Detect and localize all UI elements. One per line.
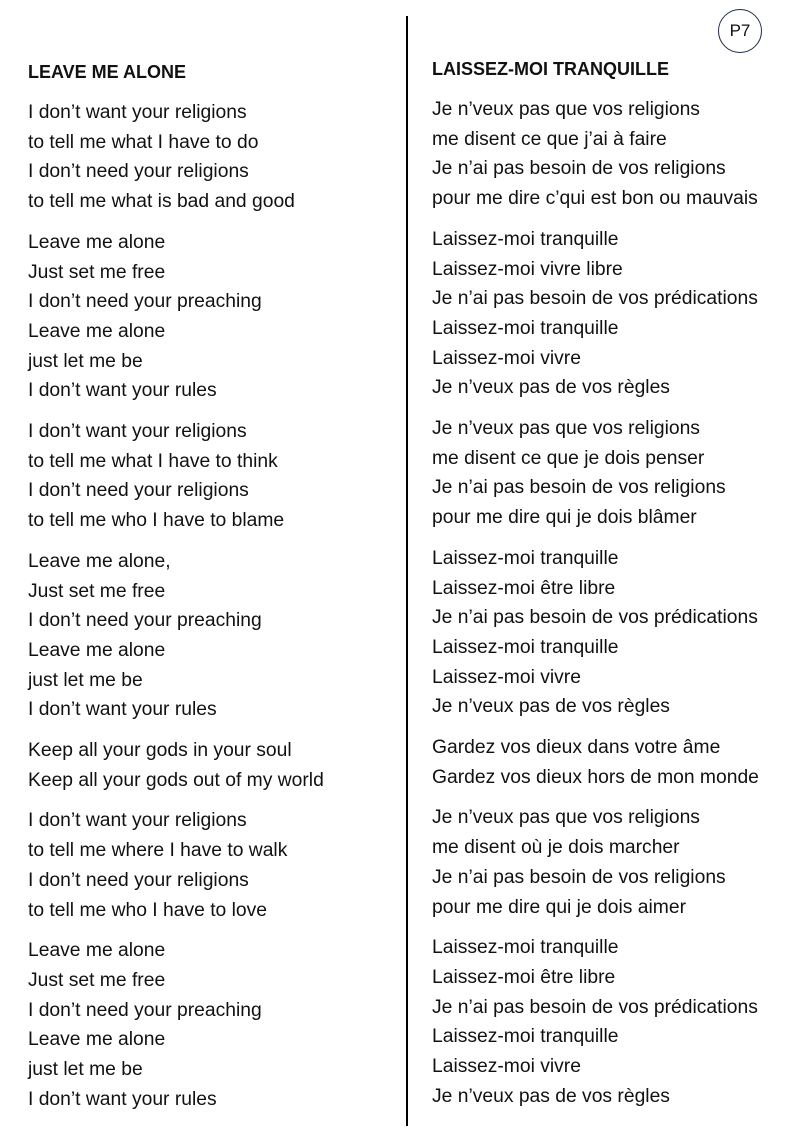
lyric-line: Laissez-moi tranquille <box>432 317 619 339</box>
lyric-line: me disent où je dois marcher <box>432 837 680 859</box>
lyric-line: Je n’veux pas que vos religions <box>432 99 700 120</box>
french-stanza <box>432 733 802 792</box>
lyric-line: I don’t need your religions <box>28 161 249 183</box>
lyric-line: I don’t need your preaching <box>28 610 262 632</box>
lyric-line: I don’t want your religions <box>28 102 247 123</box>
lyric-line: Leave me alone <box>28 639 166 661</box>
lyric-line: Laissez-moi tranquille <box>432 547 619 569</box>
lyric-line: to tell me what I have to think <box>28 450 278 472</box>
lyric-line: me disent ce que je dois penser <box>432 447 705 469</box>
french-stanza <box>432 225 802 403</box>
lyric-line: me disent ce que j’ai à faire <box>432 128 667 150</box>
lyric-line: Laissez-moi vivre <box>432 347 581 369</box>
english-stanza <box>28 936 400 1114</box>
lyric-line: Laissez-moi vivre libre <box>432 258 623 280</box>
english-stanza <box>28 806 400 925</box>
lyric-line: I don’t want your rules <box>28 1088 217 1110</box>
lyric-line: pour me dire c’qui est bon ou mauvais <box>432 188 758 210</box>
lyric-line: Laissez-moi tranquille <box>432 228 619 250</box>
lyric-line: I don’t want your religions <box>28 810 247 832</box>
lyric-line: Je n’veux pas de vos règles <box>432 696 670 718</box>
french-stanza <box>432 803 802 922</box>
english-stanzas <box>28 98 400 1115</box>
lyric-line: Laissez-moi tranquille <box>432 636 619 658</box>
lyric-line: I don’t need your religions <box>28 480 249 502</box>
lyric-line: Leave me alone, <box>28 550 171 572</box>
french-stanza <box>432 544 802 722</box>
lyric-line: Je n’veux pas que vos religions <box>432 418 700 440</box>
lyric-line: to tell me where I have to walk <box>28 840 288 862</box>
lyric-line: Laissez-moi tranquille <box>432 937 619 959</box>
english-column <box>28 60 400 1126</box>
english-stanza <box>28 98 400 217</box>
lyric-line: just let me be <box>28 350 143 372</box>
lyric-line: Je n’veux pas que vos religions <box>432 807 700 829</box>
lyric-line: Laissez-moi tranquille <box>432 1026 619 1048</box>
french-column <box>432 57 802 1123</box>
lyric-line: just let me be <box>28 1059 143 1081</box>
lyric-line: Je n’veux pas de vos règles <box>432 377 670 399</box>
lyric-line: just let me be <box>28 669 143 691</box>
page-number-badge: P7 <box>718 9 762 53</box>
lyric-line: I don’t want your rules <box>28 380 217 402</box>
lyric-line: Je n’ai pas besoin de vos prédications <box>432 288 758 310</box>
french-stanza <box>432 414 802 533</box>
lyric-line: Just set me free <box>28 261 166 283</box>
english-stanza <box>28 736 400 795</box>
english-stanza <box>28 228 400 406</box>
lyric-line: Gardez vos dieux hors de mon monde <box>432 766 759 788</box>
lyric-line: Leave me alone <box>28 320 166 342</box>
lyric-line: Just set me free <box>28 969 166 991</box>
french-stanza <box>432 95 802 214</box>
english-stanza <box>28 417 400 536</box>
column-divider <box>406 16 408 1126</box>
lyric-line: Laissez-moi être libre <box>432 577 616 599</box>
lyric-line: to tell me what I have to do <box>28 131 259 153</box>
lyric-line: I don’t need your preaching <box>28 999 262 1021</box>
french-stanzas <box>432 95 802 1112</box>
lyric-line: Keep all your gods out of my world <box>28 769 324 791</box>
lyric-line: to tell me who I have to blame <box>28 510 285 532</box>
lyric-line: Je n’ai pas besoin de vos religions <box>432 477 726 499</box>
lyric-line: I don’t need your preaching <box>28 291 262 313</box>
lyric-line: Laissez-moi être libre <box>432 966 616 988</box>
lyric-line: Je n’ai pas besoin de vos religions <box>432 158 726 180</box>
lyric-line: Leave me alone <box>28 940 166 962</box>
lyric-line: Gardez vos dieux dans votre âme <box>432 737 721 759</box>
english-stanza <box>28 547 400 725</box>
lyric-line: Leave me alone <box>28 231 166 253</box>
french-title: LAISSEZ-MOI TRANQUILLE <box>432 59 669 79</box>
lyric-line: Just set me free <box>28 580 166 602</box>
lyric-line: Keep all your gods in your soul <box>28 740 292 762</box>
lyric-line: Je n’ai pas besoin de vos prédications <box>432 607 758 629</box>
english-title: LEAVE ME ALONE <box>28 62 187 82</box>
lyric-line: to tell me who I have to love <box>28 899 268 921</box>
french-stanza <box>432 933 802 1111</box>
lyric-line: Laissez-moi vivre <box>432 1056 581 1078</box>
lyric-line: Je n’ai pas besoin de vos prédications <box>432 996 758 1018</box>
lyric-line: Je n’veux pas de vos règles <box>432 1085 670 1107</box>
lyric-line: Je n’ai pas besoin de vos religions <box>432 866 726 888</box>
lyric-line: to tell me what is bad and good <box>28 191 295 213</box>
lyric-line: Laissez-moi vivre <box>432 666 581 688</box>
lyric-line: I don’t need your religions <box>28 869 249 891</box>
lyric-line: I don’t want your rules <box>28 699 217 721</box>
lyric-line: pour me dire qui je dois aimer <box>432 896 686 918</box>
lyric-line: I don’t want your religions <box>28 421 247 443</box>
lyric-line: Leave me alone <box>28 1029 166 1051</box>
lyric-line: pour me dire qui je dois blâmer <box>432 507 697 529</box>
